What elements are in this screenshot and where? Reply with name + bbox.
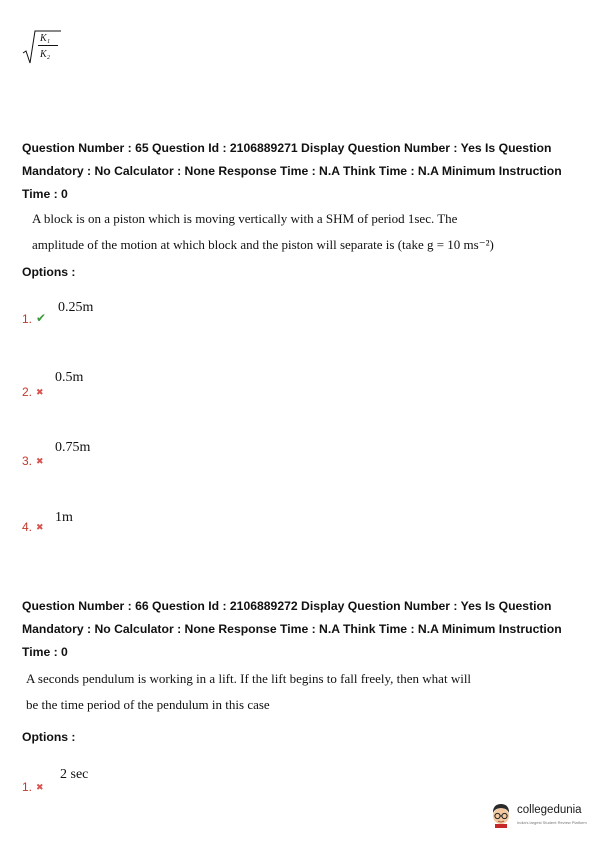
question-65-text xyxy=(32,206,552,258)
mascot-icon xyxy=(490,802,512,828)
option-number: 1. xyxy=(22,312,33,326)
cross-icon: ✖ xyxy=(36,782,44,792)
cross-icon: ✖ xyxy=(36,456,44,466)
option-value: 2 sec xyxy=(60,767,89,782)
question-text-line: A block is on a piston which is moving vertically with a SHM of period 1sec. The xyxy=(32,211,458,226)
options-label: Options : xyxy=(22,730,76,744)
option-item[interactable] xyxy=(22,778,44,796)
option-item[interactable] xyxy=(22,383,44,401)
sqrt-fraction-formula xyxy=(22,27,62,67)
options-label: Options : xyxy=(22,265,76,279)
meta-line: Question Number : 65 Question Id : 2106889271 Display Question Number : Yes Is Question xyxy=(22,141,552,155)
option-value: 1m xyxy=(55,510,73,525)
question-66-meta xyxy=(22,595,582,664)
meta-line: Time : 0 xyxy=(22,187,68,201)
option-number: 2. xyxy=(22,385,33,399)
question-text-line: amplitude of the motion at which block and the piston will separate is (take g = 10 ms⁻²) xyxy=(32,237,494,252)
option-number: 1. xyxy=(22,780,33,794)
fraction-numerator: K₁ xyxy=(40,33,51,44)
logo-tagline: India's largest Student Review Platform xyxy=(517,820,587,825)
meta-line: Question Number : 66 Question Id : 2106889272 Display Question Number : Yes Is Question xyxy=(22,599,552,613)
option-value: 0.75m xyxy=(55,440,91,455)
question-66-text xyxy=(26,666,546,718)
meta-line: Mandatory : No Calculator : None Response Time : N.A Think Time : N.A Minimum Instruction xyxy=(22,622,562,636)
question-text-line: A seconds pendulum is working in a lift. If the lift begins to fall freely, then what will xyxy=(26,671,472,686)
collegedunia-logo xyxy=(490,800,590,834)
logo-wordmark: collegedunia xyxy=(517,804,582,816)
option-value: 0.5m xyxy=(55,370,84,385)
cross-icon: ✖ xyxy=(36,387,44,397)
option-item[interactable] xyxy=(22,310,46,328)
question-text-line: be the time period of the pendulum in this case xyxy=(26,697,270,712)
option-number: 4. xyxy=(22,520,33,534)
cross-icon: ✖ xyxy=(36,522,44,532)
check-icon: ✔ xyxy=(36,311,47,325)
fraction-denominator: K₂ xyxy=(40,49,51,60)
option-number: 3. xyxy=(22,454,33,468)
option-item[interactable] xyxy=(22,518,44,536)
meta-line: Mandatory : No Calculator : None Response Time : N.A Think Time : N.A Minimum Instruction xyxy=(22,164,562,178)
meta-line: Time : 0 xyxy=(22,645,68,659)
option-item[interactable] xyxy=(22,452,44,470)
fraction-bar xyxy=(38,45,58,46)
option-value: 0.25m xyxy=(58,300,94,315)
question-65-meta xyxy=(22,137,582,206)
